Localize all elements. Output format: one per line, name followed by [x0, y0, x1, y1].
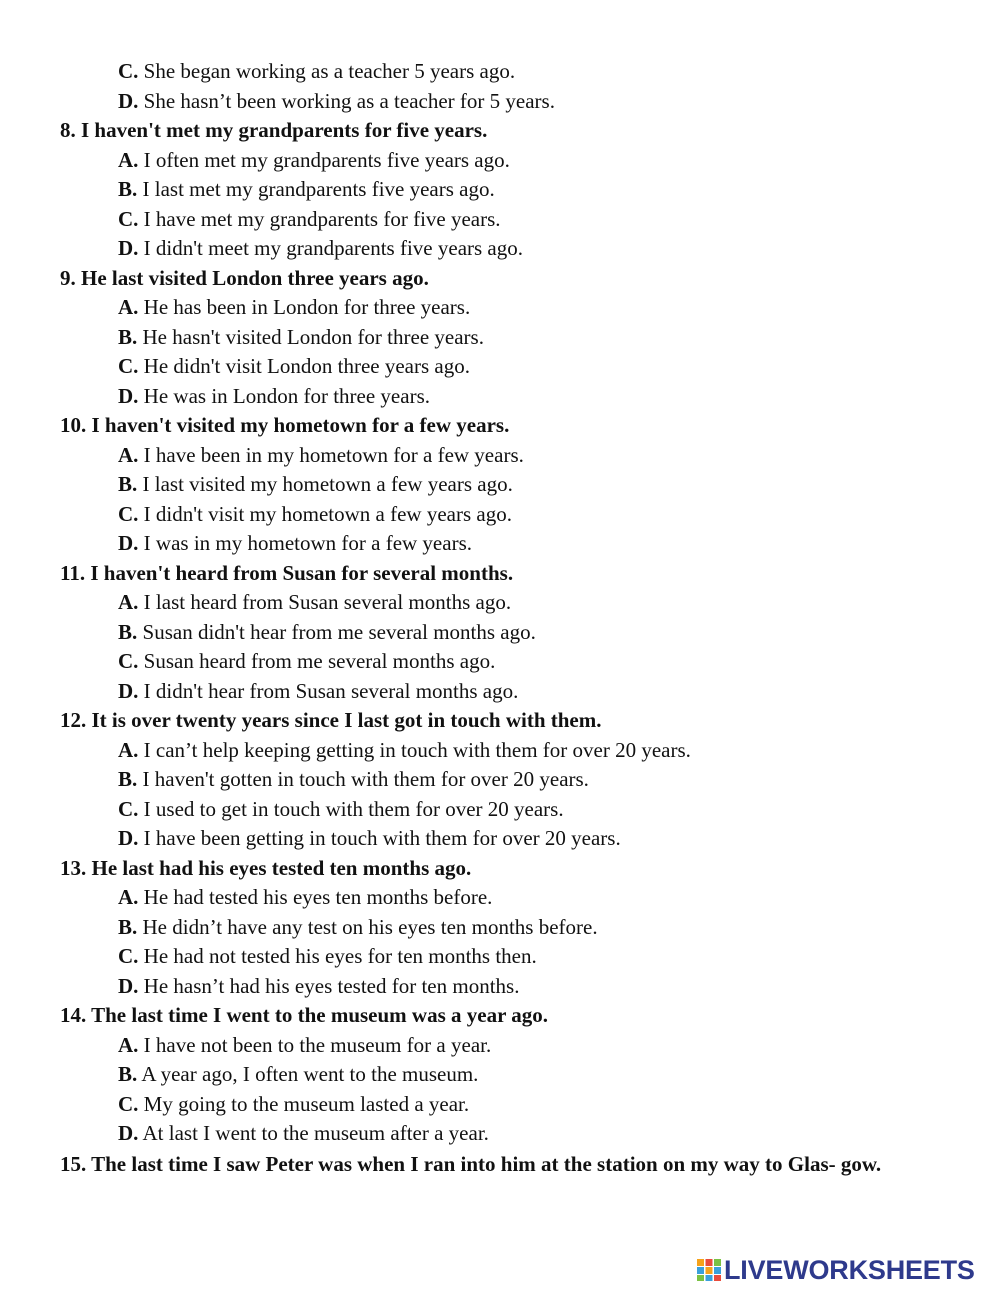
option-letter: B. — [118, 767, 138, 791]
option-text: I was in my hometown for a few years. — [138, 531, 472, 555]
option-text: I used to get in touch with them for over 20 years. — [138, 796, 564, 821]
option-text: I have been in my hometown for a few years. — [138, 442, 524, 467]
question-13-stem: 13. He last had his eyes tested ten months ago. — [60, 855, 472, 880]
option-text: My going to the museum lasted a year. — [138, 1091, 470, 1116]
option-letter: D. — [118, 88, 139, 113]
option-text: He didn’t have any test on his eyes ten months before. — [137, 914, 598, 939]
option-letter: A. — [118, 1032, 139, 1057]
option-text: Susan heard from me several months ago. — [138, 649, 496, 673]
liveworksheets-logo-icon — [696, 1258, 722, 1282]
question-8-stem: 8. I haven't met my grandparents for five years. — [60, 118, 488, 142]
option-letter: D. — [118, 678, 139, 703]
question-8-option-c — [118, 205, 501, 235]
option-letter: C. — [118, 59, 139, 83]
option-text: At last I went to the museum after a year. — [138, 1121, 489, 1145]
question-12-option-a — [118, 736, 691, 766]
question-12-option-b — [118, 765, 589, 795]
option-letter: A. — [118, 442, 139, 467]
option-letter: B. — [118, 472, 138, 496]
option-letter: B. — [118, 324, 138, 349]
option-letter: A. — [118, 590, 139, 614]
option-letter: C. — [118, 796, 139, 821]
option-letter: A. — [118, 295, 139, 319]
question-11-option-b — [118, 618, 536, 648]
question-14-option-c — [118, 1090, 469, 1120]
question-11-option-a — [118, 588, 511, 618]
option-letter: B. — [118, 914, 138, 939]
option-text: I didn't visit my hometown a few years ago. — [138, 501, 512, 526]
option-letter: C. — [118, 1091, 139, 1116]
option-text: I last visited my hometown a few years ago. — [137, 472, 513, 496]
option-text: I didn't hear from Susan several months ago. — [138, 678, 519, 703]
option-text: He had not tested his eyes for ten months then. — [138, 944, 537, 968]
option-text: He has been in London for three years. — [138, 295, 471, 319]
option-letter: C. — [118, 649, 139, 673]
option-text: I can’t help keeping getting in touch with them for over 20 years. — [138, 737, 691, 762]
liveworksheets-brand — [696, 1255, 975, 1285]
option-text: A year ago, I often went to the museum. — [137, 1062, 479, 1086]
option-text: I often met my grandparents five years ago. — [138, 147, 510, 172]
option-line — [118, 57, 515, 87]
question-14-stem: 14. The last time I went to the museum was a year ago. — [60, 1003, 549, 1027]
option-text: I last heard from Susan several months ago. — [138, 590, 512, 614]
option-text: He didn't visit London three years ago. — [138, 354, 470, 378]
option-text: I last met my grandparents five years ago. — [137, 177, 495, 201]
option-text: She began working as a teacher 5 years ago. — [138, 59, 516, 83]
option-letter: B. — [118, 619, 138, 644]
liveworksheets-logo-text: LIVEWORKSHEETS — [724, 1254, 975, 1285]
question-9-option-d — [118, 382, 430, 412]
question-10-stem: 10. I haven't visited my hometown for a few years. — [60, 413, 510, 437]
question-9-option-c — [118, 352, 470, 382]
option-text: He was in London for three years. — [138, 383, 430, 408]
question-8-option-d — [118, 234, 523, 264]
question-13-option-c — [118, 942, 537, 972]
option-letter: A. — [118, 885, 139, 909]
option-letter: D. — [118, 973, 139, 998]
question-13-option-b — [118, 913, 598, 943]
question-9-option-b — [118, 323, 484, 353]
question-14-option-d — [118, 1119, 489, 1149]
question-10-option-d — [118, 529, 472, 559]
option-line — [118, 87, 555, 117]
option-letter: C. — [118, 354, 139, 378]
option-letter: D. — [118, 383, 139, 408]
question-15-stem: 15. The last time I saw Peter was when I ran into him at the station on my way to Glas- gow. — [60, 1152, 882, 1176]
question-11-option-c — [118, 647, 495, 677]
option-text: He had tested his eyes ten months before. — [138, 885, 493, 909]
question-9-stem: 9. He last visited London three years ago. — [60, 265, 429, 290]
question-10-option-b — [118, 470, 513, 500]
question-11-stem: 11. I haven't heard from Susan for several months. — [60, 560, 514, 585]
question-10-option-a — [118, 441, 524, 471]
option-text: I have not been to the museum for a year. — [138, 1032, 492, 1057]
option-letter: C. — [118, 944, 139, 968]
option-text: I haven't gotten in touch with them for over 20 years. — [137, 767, 589, 791]
question-13-option-a — [118, 883, 492, 913]
option-text: Susan didn't hear from me several months ago. — [137, 619, 536, 644]
question-12-stem: 12. It is over twenty years since I last got in touch with them. — [60, 708, 602, 732]
option-letter: C. — [118, 501, 139, 526]
option-letter: D. — [118, 1121, 139, 1145]
question-12-option-d — [118, 824, 621, 854]
question-9-option-a — [118, 293, 470, 323]
option-text: He hasn’t had his eyes tested for ten months. — [138, 973, 520, 998]
question-10-option-c — [118, 500, 512, 530]
option-letter: A. — [118, 737, 139, 762]
option-text: I have met my grandparents for five years. — [138, 206, 501, 231]
option-text: I didn't meet my grandparents five years ago. — [138, 236, 523, 260]
option-text: He hasn't visited London for three years. — [137, 324, 484, 349]
option-letter: C. — [118, 206, 139, 231]
option-letter: D. — [118, 826, 139, 850]
option-letter: B. — [118, 1062, 138, 1086]
option-letter: B. — [118, 177, 138, 201]
question-11-option-d — [118, 677, 518, 707]
question-14-option-a — [118, 1031, 491, 1061]
option-text: I have been getting in touch with them for over 20 years. — [138, 826, 621, 850]
option-letter: D. — [118, 531, 139, 555]
option-letter: A. — [118, 147, 139, 172]
option-text: She hasn’t been working as a teacher for 5 years. — [138, 88, 555, 113]
question-13-option-d — [118, 972, 519, 1002]
option-letter: D. — [118, 236, 139, 260]
question-12-option-c — [118, 795, 564, 825]
question-8-option-a — [118, 146, 510, 176]
question-14-option-b — [118, 1060, 478, 1090]
question-8-option-b — [118, 175, 495, 205]
